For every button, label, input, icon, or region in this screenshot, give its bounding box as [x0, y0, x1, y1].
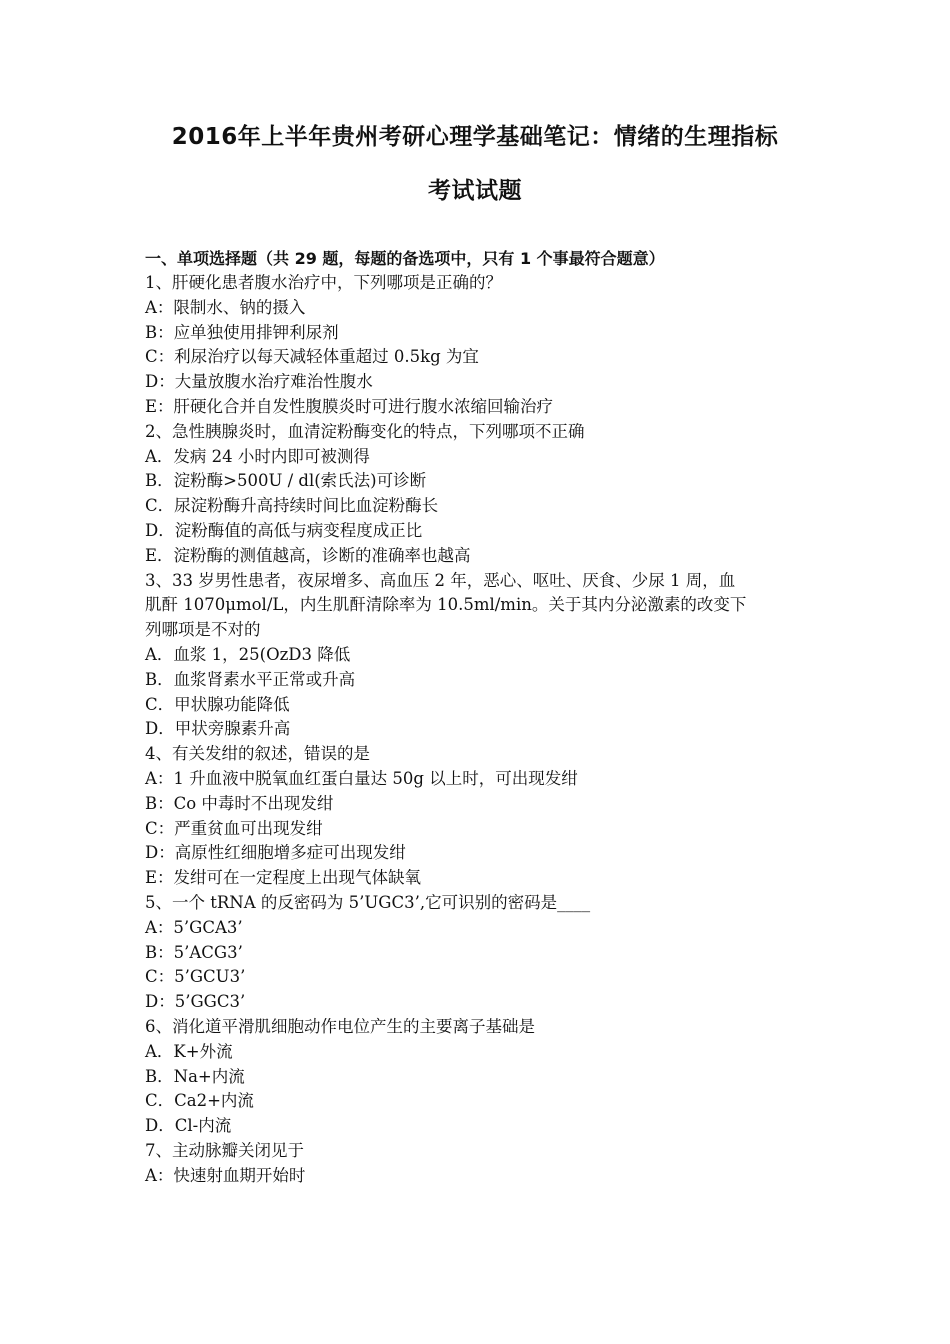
answer-option: A：限制水、钠的摄入: [145, 297, 306, 317]
answer-option: B：Co 中毒时不出现发绀: [145, 793, 334, 813]
answer-option: A：1 升血液中脱氧血红蛋白量达 50g 以上时，可出现发绀: [145, 768, 578, 788]
answer-option: B：应单独使用排钾利尿剂: [145, 322, 339, 342]
question-text: 肌酐 1070μmol/L，内生肌酐清除率为 10.5ml/min。关于其内分泌激素的改变下: [145, 595, 747, 615]
document-title-line-1: 2016年上半年贵州考研心理学基础笔记：情绪的生理指标: [171, 124, 779, 150]
answer-option: A．发病 24 小时内即可被测得: [145, 446, 370, 466]
document-body: [145, 246, 810, 1188]
answer-option: C．尿淀粉酶升高持续时间比血淀粉酶长: [145, 496, 439, 516]
question-1: [145, 271, 810, 420]
question-2: [145, 420, 810, 569]
answer-option: C：5’GCU3’: [145, 967, 246, 987]
section-heading: 一、单项选择题（共 29 题，每题的备选项中，只有 1 个事最符合题意）: [145, 249, 665, 268]
answer-option: D．Cl-内流: [145, 1116, 232, 1136]
question-text: 3、33 岁男性患者，夜尿增多、高血压 2 年，恶心、呕吐、厌食、少尿 1 周，血: [145, 570, 736, 590]
answer-option: D．淀粉酶值的高低与病变程度成正比: [145, 520, 423, 540]
answer-option: D：高原性红细胞增多症可出现发绀: [145, 843, 406, 863]
answer-option: C：利尿治疗以每天减轻体重超过 0.5kg 为宜: [145, 347, 479, 367]
answer-option: B．淀粉酶>500U / dl(索氏法)可诊断: [145, 471, 427, 491]
answer-option: B．Na+内流: [145, 1066, 245, 1086]
question-text: 6、消化道平滑肌细胞动作电位产生的主要离子基础是: [145, 1016, 535, 1036]
answer-option: B．血浆肾素水平正常或升高: [145, 669, 356, 689]
answer-option: D．甲状旁腺素升高: [145, 719, 291, 739]
answer-option: E：肝硬化合并自发性腹膜炎时可进行腹水浓缩回输治疗: [145, 396, 554, 416]
question-text: 4、有关发绀的叙述，错误的是: [145, 744, 370, 764]
question-3: [145, 569, 810, 743]
document-title-line-2: 考试试题: [428, 178, 522, 204]
question-6: [145, 1015, 810, 1139]
question-5: [145, 891, 810, 1015]
question-text: 5、一个 tRNA 的反密码为 5’UGC3’,它可识别的密码是____: [145, 892, 591, 912]
answer-option: A．血浆 1，25(OzD3 降低: [145, 644, 351, 664]
answer-option: C．甲状腺功能降低: [145, 694, 290, 714]
answer-option: B：5’ACG3’: [145, 942, 243, 962]
question-list: [145, 271, 810, 1188]
answer-option: D：5’GGC3’: [145, 992, 246, 1012]
question-4: [145, 742, 810, 891]
question-text: 7、主动脉瓣关闭见于: [145, 1140, 304, 1160]
answer-option: C．Ca2+内流: [145, 1091, 254, 1111]
answer-option: D：大量放腹水治疗难治性腹水: [145, 372, 373, 392]
question-text: 列哪项是不对的: [145, 620, 261, 640]
answer-option: A．K+外流: [145, 1041, 233, 1061]
answer-option: A：5’GCA3’: [145, 917, 243, 937]
answer-option: E：发绀可在一定程度上出现气体缺氧: [145, 868, 422, 888]
question-text: 2、急性胰腺炎时，血清淀粉酶变化的特点，下列哪项不正确: [145, 421, 585, 441]
question-7: [145, 1139, 810, 1189]
answer-option: C：严重贫血可出现发绀: [145, 818, 323, 838]
answer-option: E．淀粉酶的测值越高，诊断的准确率也越高: [145, 545, 471, 565]
question-text: 1、肝硬化患者腹水治疗中，下列哪项是正确的？: [145, 273, 502, 292]
answer-option: A：快速射血期开始时: [145, 1165, 306, 1185]
